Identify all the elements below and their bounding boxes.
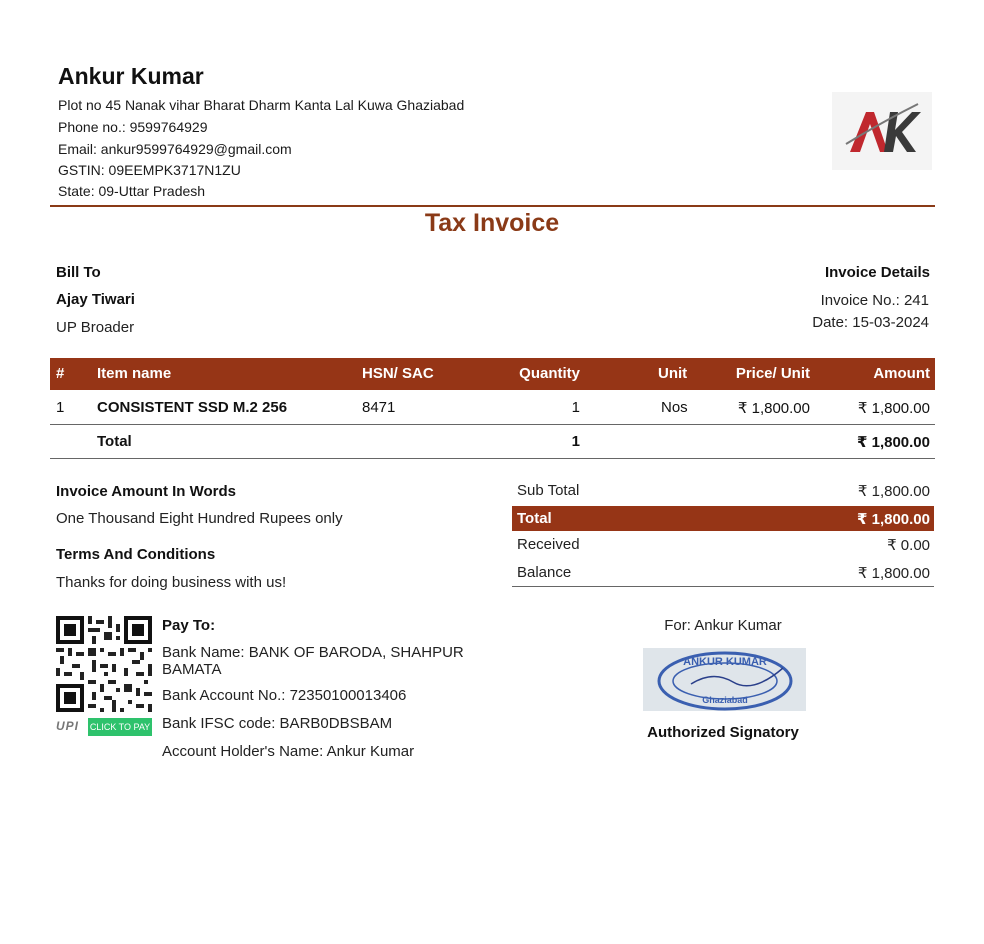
received-value: ₹ 0.00 [887,537,930,554]
col-header-item: Item name [97,365,172,382]
for-company-label: For: Ankur Kumar [664,617,782,634]
authorized-signatory-label: Authorized Signatory [647,724,799,741]
company-state: State: 09-Uttar Pradesh [58,183,206,199]
invoice-number: Invoice No.: 241 [820,292,929,309]
col-header-unit: Unit [658,365,688,382]
account-holder-name: Account Holder's Name: Ankur Kumar [162,743,415,760]
summary-total-label: Total [517,510,552,527]
stamp-bottom-text: Ghaziabad [702,695,748,705]
sub-total-label: Sub Total [517,482,580,499]
amount-words-heading: Invoice Amount In Words [56,483,237,500]
document-title: Tax Invoice [424,209,560,237]
total-row-quantity: 1 [571,433,580,450]
col-header-price: Price/ Unit [735,365,810,382]
col-header-hsn: HSN/ SAC [362,365,434,382]
row-amount: ₹ 1,800.00 [857,400,930,417]
terms-heading: Terms And Conditions [56,546,216,563]
bank-account-number: Bank Account No.: 72350100013406 [162,687,407,704]
terms-text: Thanks for doing business with us! [56,574,287,591]
company-email: Email: ankur9599764929@gmail.com [58,141,292,157]
items-table-header [50,358,935,390]
total-row-label: Total [97,433,132,450]
company-address: Plot no 45 Nanak vihar Bharat Dharm Kanta Lal Kuwa Ghaziabad [58,97,465,113]
bank-ifsc-code: Bank IFSC code: BARB0DBSBAM [162,715,393,732]
received-label: Received [517,536,580,553]
company-logo [832,92,932,170]
bank-name: Bank Name: BANK OF BARODA, SHAHPUR BAMATA [162,644,464,678]
sub-total-value: ₹ 1,800.00 [857,483,930,500]
summary-divider [512,586,934,587]
amount-words-text: One Thousand Eight Hundred Rupees only [56,510,343,527]
table-row [50,390,935,424]
col-header-quantity: Quantity [519,365,580,382]
stamp-top-text: ANKUR KUMAR [683,656,767,668]
payment-qr-code[interactable] [56,616,152,712]
company-phone: Phone no.: 9599764929 [58,119,208,135]
invoice-date: Date: 15-03-2024 [812,314,929,331]
click-to-pay-button[interactable]: CLICK TO PAY [88,718,152,736]
row-quantity: 1 [571,399,580,416]
col-header-num: # [56,365,65,382]
row-num: 1 [56,399,65,416]
summary-total-value: ₹ 1,800.00 [857,511,930,528]
row-price: ₹ 1,800.00 [737,400,810,417]
balance-label: Balance [517,564,572,581]
bill-to-heading: Bill To [56,264,101,281]
company-name: Ankur Kumar [58,63,204,89]
table-bottom-divider [50,458,935,459]
table-total-row [50,425,935,458]
pay-to-heading: Pay To: [162,617,216,634]
row-item-name: CONSISTENT SSD M.2 256 [97,399,288,416]
row-hsn: 8471 [362,399,396,416]
row-unit: Nos [661,399,688,416]
summary-total-bar [512,506,934,531]
header-divider [50,205,935,207]
company-stamp [643,648,806,711]
upi-logo: UPI [56,719,80,733]
company-gstin: GSTIN: 09EEMPK3717N1ZU [58,162,241,178]
total-row-amount: ₹ 1,800.00 [857,434,930,451]
col-header-amount: Amount [873,365,930,382]
invoice-details-heading: Invoice Details [824,264,930,281]
balance-value: ₹ 1,800.00 [857,565,930,582]
customer-name: Ajay Tiwari [56,291,135,308]
customer-company: UP Broader [56,319,135,336]
